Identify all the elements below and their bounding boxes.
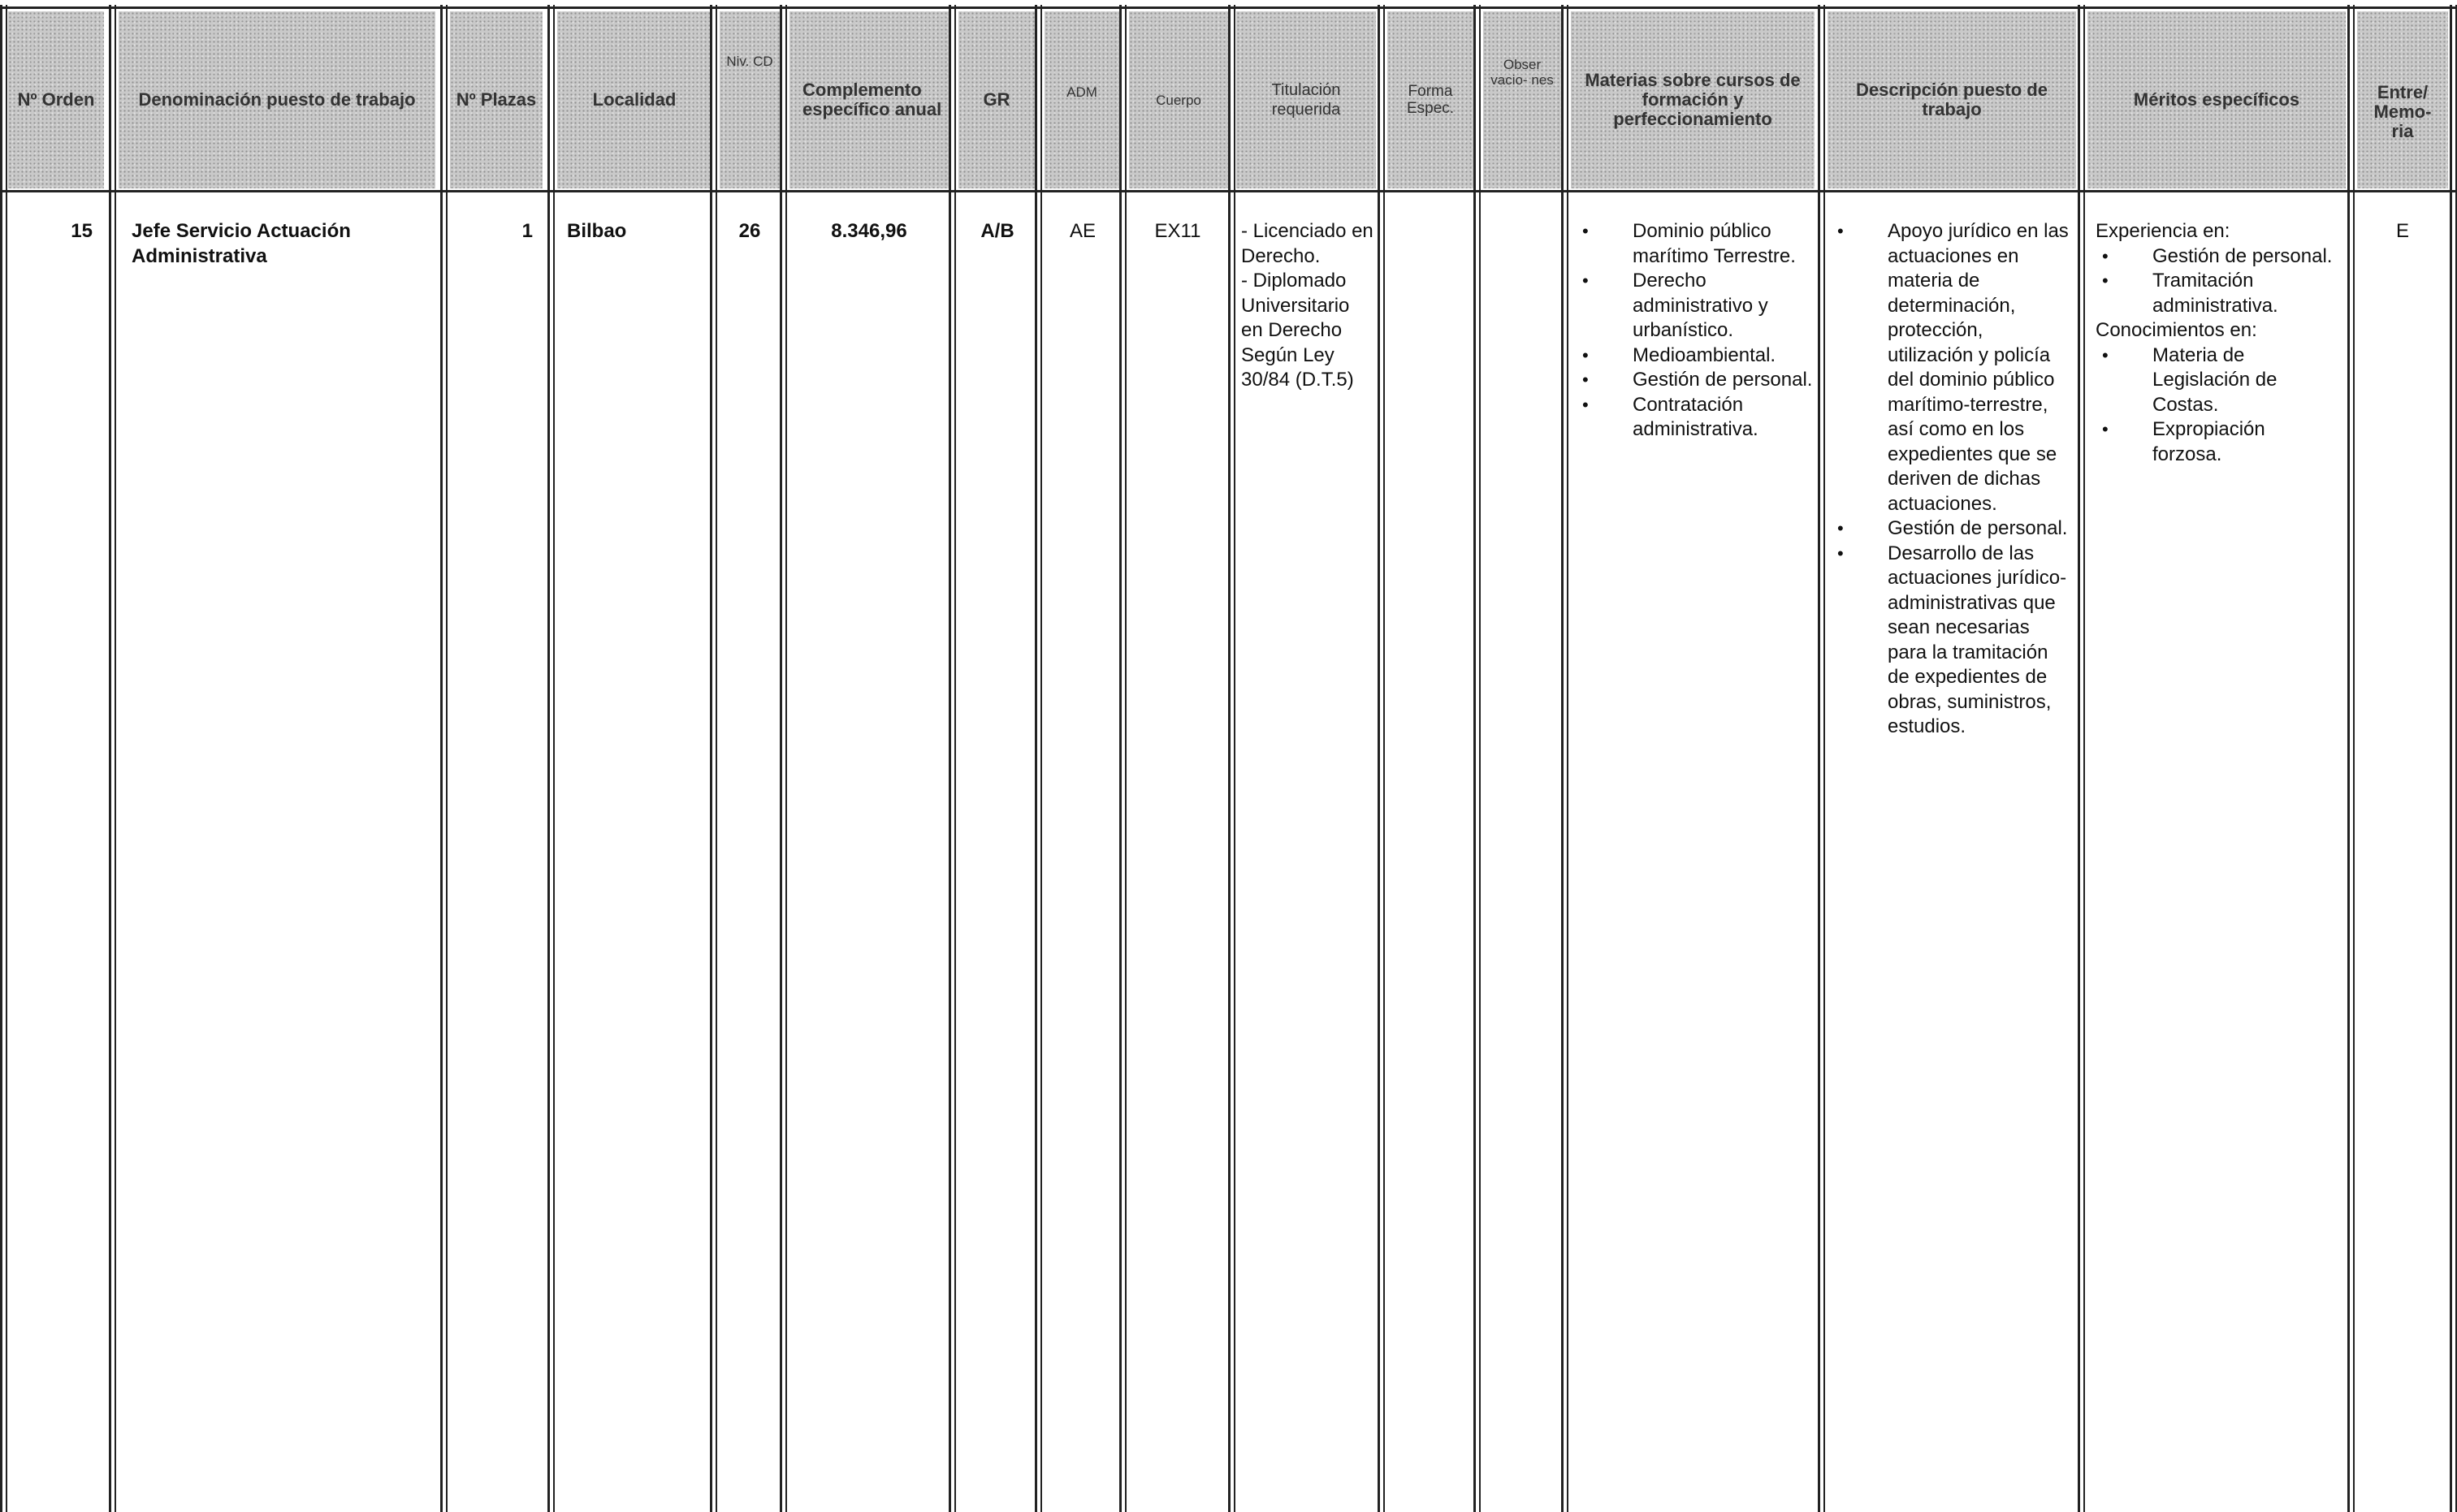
list-item: • Gestión de personal.	[2096, 244, 2339, 270]
column-divider	[1228, 5, 1235, 1512]
column-divider	[1035, 5, 1042, 1512]
header-observaciones: Obser vacio- nes	[1483, 11, 1561, 188]
cell-orden: 15	[71, 220, 93, 242]
header-gr: GR	[958, 11, 1035, 188]
cell-cuerpo: EX11	[1154, 220, 1201, 242]
cell-gr: A/B	[980, 220, 1014, 242]
header-adm: ADM	[1045, 11, 1119, 188]
cell-entre: E	[2395, 220, 2409, 242]
conocimientos-label: Conocimientos en:	[2096, 319, 2257, 341]
column-divider	[547, 5, 555, 1512]
header-forma: Forma Espec.	[1387, 11, 1473, 188]
titulacion-line: - Diplomado Universitario en Derecho Según Ley 30/84 (D.T.5)	[1241, 270, 1354, 391]
column-divider	[780, 5, 787, 1512]
cell-nivcd: 26	[738, 220, 761, 242]
header-descripcion: Descripción puesto de trabajo	[1828, 11, 2076, 188]
column-divider	[1119, 5, 1127, 1512]
header-cuerpo: Cuerpo	[1129, 11, 1228, 188]
column-divider	[0, 5, 7, 1512]
column-divider	[109, 5, 116, 1512]
column-divider	[1473, 5, 1481, 1512]
header-orden: Nº Orden	[8, 11, 104, 188]
column-divider	[2347, 5, 2355, 1512]
header-plazas: Nº Plazas	[450, 11, 543, 188]
cell-localidad: Bilbao	[567, 220, 627, 242]
list-item: • Derecho administrativo y urbanístico.	[1576, 269, 1813, 343]
column-divider	[949, 5, 956, 1512]
cell-titulacion	[1241, 219, 1375, 393]
titulacion-line: - Licenciado en Derecho.	[1241, 220, 1373, 267]
list-item: • Dominio público marítimo Terrestre.	[1576, 219, 1813, 269]
header-complemento: Complemento específico anual	[789, 11, 949, 188]
column-divider	[1561, 5, 1568, 1512]
header-localidad: Localidad	[557, 11, 712, 188]
experiencia-label: Experiencia en:	[2096, 220, 2230, 242]
list-item: • Contratación administrativa.	[1576, 393, 1813, 443]
list-item: • Desarrollo de las actuaciones jurídico-administrativas que sean necesarias para la tramitación de expedientes de obras, suministros, estudios.	[1831, 542, 2073, 740]
cell-adm: AE	[1069, 220, 1096, 242]
list-item: • Gestión de personal.	[1576, 368, 1813, 393]
header-entre: Entre/ Memo- ria	[2357, 11, 2448, 188]
cell-meritos	[2096, 219, 2339, 467]
column-divider	[440, 5, 448, 1512]
column-divider	[2078, 5, 2085, 1512]
cell-plazas: 1	[521, 220, 533, 242]
cell-denominacion: Jefe Servicio Actuación Administrativa	[132, 220, 351, 267]
column-divider	[1818, 5, 1825, 1512]
column-divider	[2450, 5, 2457, 1512]
header-meritos: Méritos específicos	[2087, 11, 2346, 188]
header-materias: Materias sobre cursos de formación y perfeccionamiento	[1571, 11, 1815, 188]
column-divider	[1378, 5, 1385, 1512]
list-item: • Gestión de personal.	[1831, 516, 2073, 542]
list-item: • Materia de Legislación de Costas.	[2096, 343, 2339, 418]
list-item: • Apoyo jurídico en las actuaciones en materia de determinación, protección, utilización y policía del dominio público marítimo-terrestre, así como en los expedientes que se deriven de dichas actuaciones.	[1831, 219, 2073, 516]
cell-complemento: 8.346,96	[831, 220, 907, 242]
list-item: • Tramitación administrativa.	[2096, 269, 2339, 318]
list-item: • Expropiación forzosa.	[2096, 417, 2339, 467]
cell-descripcion	[1831, 219, 2073, 740]
header-nivcd: Niv. CD	[720, 11, 780, 188]
cell-materias	[1576, 219, 1813, 443]
list-item: • Medioambiental.	[1576, 343, 1813, 369]
header-titulacion: Titulación requerida	[1236, 11, 1376, 188]
column-divider	[710, 5, 717, 1512]
header-denominacion: Denominación puesto de trabajo	[119, 11, 435, 188]
